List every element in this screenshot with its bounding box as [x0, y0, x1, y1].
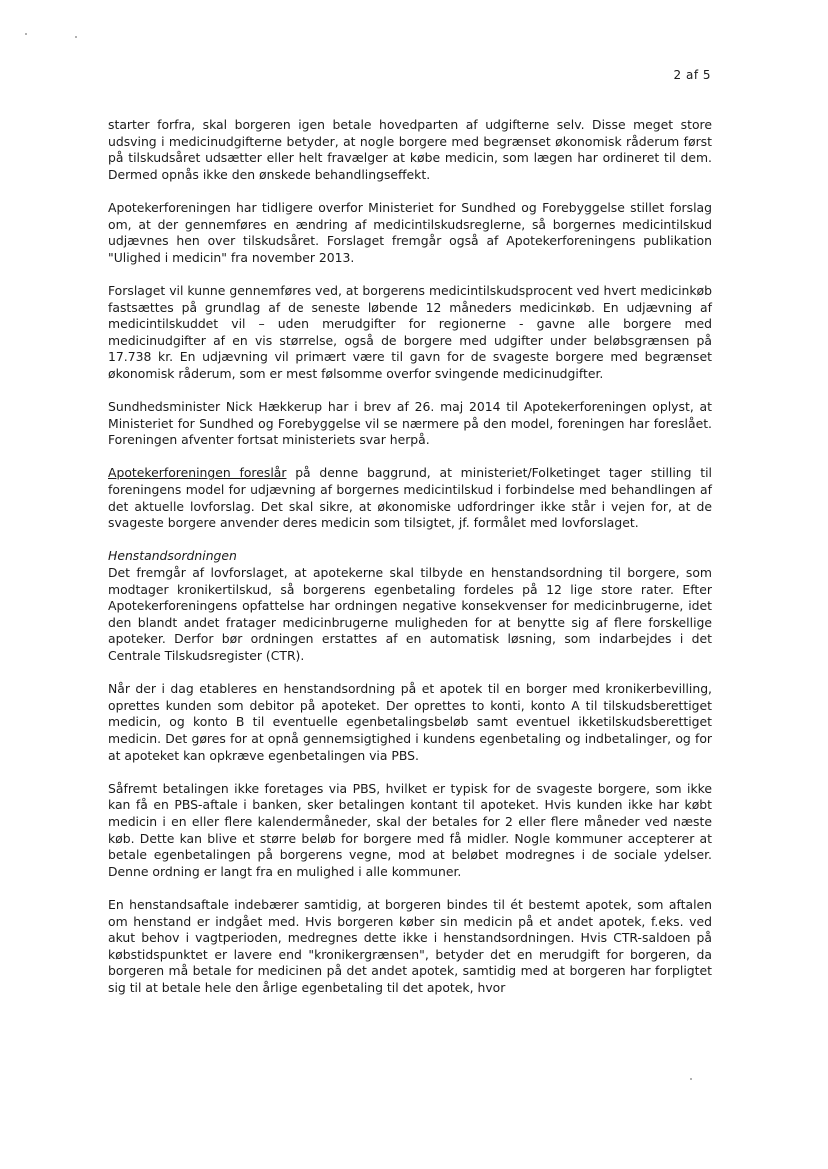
- paragraph-7: Når der i dag etableres en henstandsordning på et apotek til en borger med kronikerbevilling, oprettes kunden som debitor på apoteket. Der oprettes to konti, konto A til tilskudsberettiget medicin, og konto B til eventuelle egenbetalingsbeløb samt eventuel ikketilskudsberettiget medicin. Det gøres for at opnå gennemsigtighed i kundens egenbetaling og indbetalinger, og for at apoteket kan opkræve egenbetalingen via PBS.: [108, 681, 712, 763]
- paragraph-9: En henstandsaftale indebærer samtidig, at borgeren bindes til ét bestemt apotek, som aftalen om henstand er indgået med. Hvis borgeren køber sin medicin på et andet apotek, f.eks. ved akut behov i vagtperioden, medregnes dette ikke i henstandsordningen. Hvis CTR-saldoen på købstidspunktet er lavere end "kronikergrænsen", betyder det en merudgift for borgeren, da borgeren må betale for medicinen på det andet apotek, samtidig med at borgeren har forpligtet sig til at betale hele den årlige egenbetaling til det apotek, hvor: [108, 896, 712, 995]
- paragraph-2: Apotekerforeningen har tidligere overfor Ministeriet for Sundhed og Forebyggelse stillet forslag om, at der gennemføres en ændring af medicintilskudsreglerne, så borgernes medicintilskud udjævnes hen over tilskudsåret. Forslaget fremgår også af Apotekerforeningens publikation "Ulighed i medicin" fra november 2013.: [108, 199, 712, 265]
- paragraph-6: Henstandsordningen Det fremgår af lovforslaget, at apotekerne skal tilbyde en henstandsordning til borgere, som modtager kronikertilskud, så borgerens egenbetaling fordeles på 12 lige store rater. Efter Apotekerforeningens opfattelse har ordningen negative konsekvenser for medicinbrugerne, idet den blandt andet fratager medicinbrugerne muligheden for at benytte sig af flere forskellige apoteker. Derfor bør ordningen erstattes af en automatisk løsning, som indarbejdes i det Centrale Tilskudsregister (CTR).: [108, 548, 712, 663]
- paragraph-8: Såfremt betalingen ikke foretages via PBS, hvilket er typisk for de svageste borgere, som ikke kan få en PBS-aftale i banken, sker betalingen kontant til apoteket. Hvis kunden ikke har købt medicin i en eller flere kalendermåneder, skal der betales for 2 eller flere måneder ved næste køb. Dette kan blive et større beløb for borgere med få midler. Nogle kommuner accepterer at betale egenbetalingen på borgerens vegne, mod at beløbet modregnes i de sociale ydelser. Denne ordning er langt fra en mulighed i alle kommuner.: [108, 780, 712, 879]
- proposal-emphasis: Apotekerforeningen foreslår: [108, 465, 287, 481]
- paragraph-1: starter forfra, skal borgeren igen betale hovedparten af udgifterne selv. Disse meget store udsving i medicinudgifterne betyder, at nogle borgere med begrænset økonomisk råderum først på tilskudsåret udsætter eller helt fravælger at købe medicin, som lægen har ordineret til dem. Dermed opnås ikke den ønskede behandlingseffekt.: [108, 117, 712, 182]
- scan-speck: [25, 33, 27, 35]
- paragraph-5: Apotekerforeningen foreslår på denne baggrund, at ministeriet/Folketinget tager stilling til foreningens model for udjævning af borgernes medicintilskud i forbindelse med behandlingen af det aktuelle lovforslag. Det skal sikre, at økonomiske udfordringer ikke står i vejen for, at de svageste borgere anvender deres medicin som tilsigtet, jf. formålet med lovforslaget.: [108, 465, 712, 531]
- page-number: 2 af 5: [673, 68, 711, 82]
- scan-speck: [75, 36, 77, 38]
- section-heading: Henstandsordningen: [108, 548, 237, 564]
- scan-speck: [690, 1078, 692, 1080]
- paragraph-4: Sundhedsminister Nick Hækkerup har i brev af 26. maj 2014 til Apotekerforeningen oplyst, at Ministeriet for Sundhed og Forebyggelse vil se nærmere på den model, foreningen har foreslået. Foreningen afventer fortsat ministeriets svar herpå.: [108, 399, 712, 448]
- document-body: [108, 117, 712, 1013]
- paragraph-3: Forslaget vil kunne gennemføres ved, at borgerens medicintilskudsprocent ved hvert medicinkøb fastsættes på grundlag af de seneste løbende 12 måneders medicinkøb. En udjævning af medicintilskuddet vil – uden merudgifter for regionerne - gavne alle borgere med medicinudgifter af en vis størrelse, også de borgere med udgifter under beløbsgrænsen på 17.738 kr. En udjævning vil primært være til gavn for de svageste borgere med begrænset økonomisk råderum, som er mest følsomme overfor svingende medicinudgifter.: [108, 282, 712, 381]
